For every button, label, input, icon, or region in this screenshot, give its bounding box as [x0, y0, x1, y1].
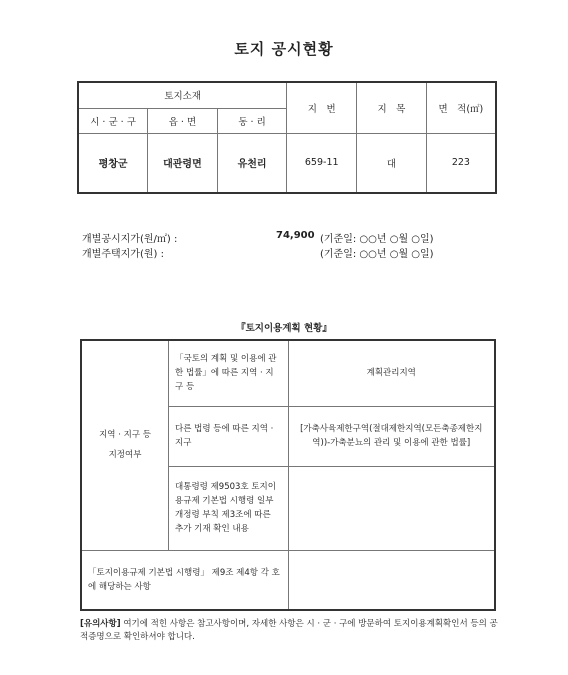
additional-check-value	[288, 466, 495, 550]
land-price-value: 74,900	[276, 230, 315, 241]
jibun-cell: 659-11	[287, 133, 357, 193]
dong-header: 동 · 리	[217, 108, 287, 133]
plan-title: 『토지이용계획 현황』	[236, 323, 332, 334]
other-law-value: [가축사육제한구역(절대제한지역(모든축종제한지역))-가축분뇨의 관리 및 이용에 관한 법률]	[288, 406, 495, 466]
area-header: 면 적(㎡)	[426, 82, 496, 133]
jibun-header: 지 번	[287, 82, 357, 133]
notice-text: 여기에 적힌 사항은 참고사항이며, 자세한 사항은 시 · 군 · 구에 방문하여 토지이용계획확인서 등의 공적증명으로 확인하셔야 합니다.	[80, 619, 498, 642]
si-cell: 평창군	[78, 133, 148, 193]
other-law-label: 다른 법령 등에 따른 지역 · 지구	[169, 406, 288, 466]
land-price-date: (기준일: ○○년 ○월 ○일)	[320, 234, 434, 245]
side-label-line2: 지정여부	[108, 450, 142, 461]
notice-prefix: [유의사항]	[80, 619, 121, 629]
jimok-header: 지 목	[357, 82, 427, 133]
notice	[80, 618, 500, 644]
land-price-label: 개별공시지가(원/㎡) :	[82, 234, 178, 245]
eup-header: 읍 · 면	[148, 108, 218, 133]
page-title: 토지 공시현황	[234, 40, 334, 58]
land-info-table	[77, 81, 497, 194]
area-cell: 223	[426, 133, 496, 193]
national-plan-value: 계획관리지역	[288, 340, 495, 406]
eup-cell: 대관령면	[148, 133, 218, 193]
si-header: 시 · 군 · 구	[78, 108, 148, 133]
enforcement-decree-value	[288, 550, 495, 610]
enforcement-decree-label: 「토지이용규제 기본법 시행령」 제9조 제4항 각 호에 해당하는 사항	[81, 550, 288, 610]
designation-side-label	[81, 340, 169, 550]
national-plan-label: 「국토의 계획 및 이용에 관한 법률」에 따른 지역 · 지구 등	[169, 340, 288, 406]
house-price-date: (기준일: ○○년 ○월 ○일)	[320, 249, 434, 260]
dong-cell: 유천리	[217, 133, 287, 193]
side-label-line1: 지역 · 지구 등	[99, 430, 151, 441]
location-header: 토지소재	[78, 82, 287, 108]
land-use-plan-table	[80, 339, 496, 611]
jimok-cell: 대	[357, 133, 427, 193]
house-price-label: 개별주택지가(원) :	[82, 249, 164, 260]
additional-check-label: 대통령령 제9503호 토지이용규제 기본법 시행령 일부개정령 부칙 제3조에 따른 추가 기재 확인 내용	[169, 466, 288, 550]
